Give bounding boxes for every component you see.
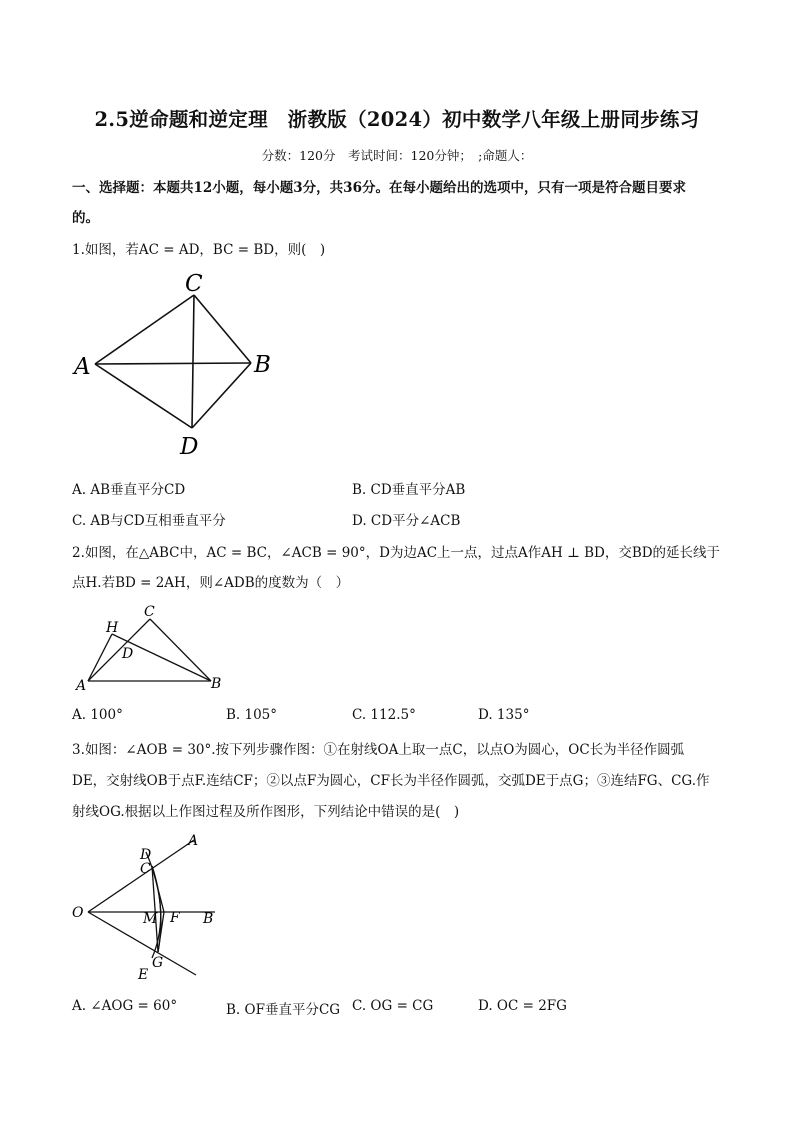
q3-option-a[interactable]: A. ∠AOG = 60° — [72, 998, 178, 1014]
label-a: A — [74, 354, 91, 380]
question-2-figure — [68, 598, 238, 698]
label-e: E — [138, 967, 149, 983]
segment-cb — [194, 295, 251, 363]
question-3-line-2: DE，交射线OB于点F.连结CF；②以点F为圆心，CF长为半径作圆弧，交弧DE于点G；③连结FG、CG.作 — [72, 773, 710, 789]
segment-cb — [150, 619, 211, 681]
q2-option-b[interactable]: B. 105° — [226, 707, 278, 723]
q3-option-b[interactable]: B. OF垂直平分CG — [226, 1002, 341, 1018]
q3-option-c[interactable]: C. OG = CG — [352, 998, 434, 1014]
label-h: H — [106, 620, 119, 636]
segment-ac — [88, 619, 150, 681]
exam-meta: 分数：120分 考试时间：120分钟； ;命题人： — [261, 148, 533, 163]
segment-bd — [192, 363, 251, 428]
ray-og — [88, 912, 196, 975]
segment-ah — [88, 634, 112, 681]
segment-da — [95, 364, 192, 428]
question-1-stem: 1.如图，若AC = AD，BC = BD，则( ) — [72, 242, 326, 258]
section-heading-cont: 的。 — [72, 210, 99, 226]
section-heading: 一、选择题：本题共12小题，每小题3分，共36分。在每小题给出的选项中，只有一项是符合题目要求 — [72, 180, 686, 196]
label-d: D — [140, 847, 152, 863]
label-c: C — [185, 271, 203, 297]
label-d: D — [180, 434, 199, 460]
label-o: O — [72, 905, 84, 921]
question-3-line-1: 3.如图：∠AOB = 30°.按下列步骤作图：①在射线OA上取一点C，以点O为圆心，OC长为半径作圆弧 — [72, 742, 685, 758]
page-title: 2.5逆命题和逆定理 浙教版（2024）初中数学八年级上册同步练习 — [94, 108, 700, 131]
label-m: M — [143, 911, 158, 927]
label-b: B — [254, 352, 271, 378]
label-c: C — [144, 604, 155, 620]
q1-option-b[interactable]: B. CD垂直平分AB — [352, 482, 466, 498]
label-a: A — [76, 678, 87, 694]
q2-option-c[interactable]: C. 112.5° — [352, 707, 416, 723]
question-2-line-1: 2.如图，在△ABC中，AC = BC，∠ACB = 90°，D为边AC上一点，过点A作AH ⊥ BD，交BD的延长线于 — [72, 545, 721, 561]
label-g: G — [152, 955, 164, 971]
label-c: C — [140, 861, 151, 877]
question-2-line-2: 点H.若BD = 2AH，则∠ADB的度数为（ ） — [72, 575, 350, 591]
question-3-figure — [68, 828, 238, 988]
segment-ab — [95, 363, 251, 364]
label-a: A — [188, 833, 199, 849]
segment-ac — [95, 295, 194, 364]
q2-option-d[interactable]: D. 135° — [478, 707, 530, 723]
label-b: B — [211, 676, 222, 692]
question-1-figure — [68, 268, 288, 468]
q3-option-d[interactable]: D. OC = 2FG — [478, 998, 567, 1014]
label-b: B — [203, 911, 214, 927]
q1-option-c[interactable]: C. AB与CD互相垂直平分 — [72, 513, 226, 529]
q1-option-d[interactable]: D. CD平分∠ACB — [352, 513, 461, 529]
label-f: F — [170, 910, 180, 926]
q2-option-a[interactable]: A. 100° — [72, 707, 123, 723]
segment-cd — [192, 295, 194, 428]
label-d: D — [122, 646, 134, 662]
question-3-line-3: 射线OG.根据以上作图过程及所作图形，下列结论中错误的是( ) — [72, 804, 460, 820]
q1-option-a[interactable]: A. AB垂直平分CD — [72, 482, 186, 498]
